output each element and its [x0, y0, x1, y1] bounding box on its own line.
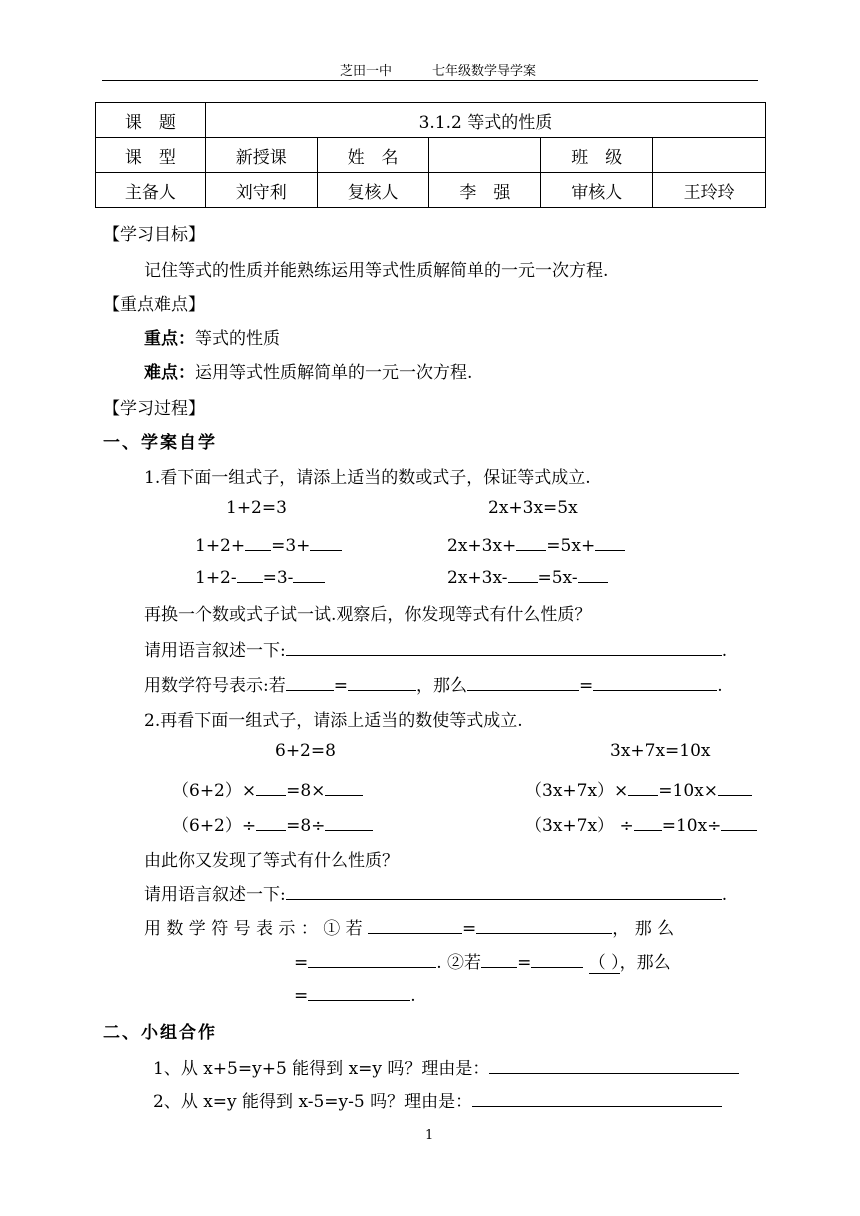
describe-blank[interactable]: [286, 883, 722, 900]
blank-input[interactable]: [286, 674, 334, 691]
reason-blank[interactable]: [489, 1057, 739, 1074]
blank-input[interactable]: [256, 779, 286, 796]
blank-input[interactable]: [721, 814, 757, 831]
describe-blank[interactable]: [286, 639, 722, 656]
blank-input[interactable]: [476, 917, 612, 934]
name-field[interactable]: [429, 138, 541, 173]
objectives-text: 记住等式的性质并能熟练运用等式性质解简单的一元一次方程.: [144, 261, 609, 281]
blank-input[interactable]: [531, 951, 583, 968]
section2-q2: 2、从 x=y 能得到 x-5=y-5 吗？理由是：: [153, 1087, 722, 1112]
blank-input[interactable]: [245, 534, 271, 551]
header-school: 芝田一中: [340, 64, 393, 79]
q2-prompt: 2.再看下面一组式子，请添上适当的数使等式成立.: [144, 711, 523, 731]
blank-input[interactable]: [310, 534, 342, 551]
name-label: 姓 名: [317, 138, 429, 173]
header-rule: [102, 80, 758, 81]
keypoints-heading: 【重点难点】: [103, 295, 205, 315]
section1-title: 一、学案自学: [103, 433, 217, 453]
header-doc-title: 七年级数学导学案: [432, 64, 537, 79]
q1-left-sub: 1+2- =3-: [195, 566, 325, 588]
q2-symbol-line1: 用 数 学 符 号 表 示 ： ① 若 = ， 那 么: [144, 919, 675, 939]
preparer-label: 主备人: [96, 173, 206, 208]
q2-symbol-line2: = . ②若 = （ ），那么: [294, 953, 671, 973]
difficult-label: 难点：: [144, 363, 195, 383]
class-label: 班 级: [541, 138, 653, 173]
key-label: 重点：: [144, 329, 195, 349]
page-number: 1: [425, 1128, 434, 1143]
q2-left-eq: 6+2=8: [275, 741, 336, 761]
class-field[interactable]: [653, 138, 766, 173]
blank-input[interactable]: [308, 984, 410, 1001]
topic-label: 课 题: [96, 103, 206, 138]
blank-input[interactable]: [237, 566, 263, 583]
blank-input[interactable]: [516, 534, 546, 551]
reason-blank[interactable]: [472, 1090, 722, 1107]
difficult-text: 运用等式性质解简单的一元一次方程.: [195, 363, 473, 383]
blank-input[interactable]: [481, 951, 517, 968]
blank-input[interactable]: [348, 674, 416, 691]
blank-input[interactable]: [368, 917, 462, 934]
q2-discover: 由此你又发现了等式有什么性质？: [144, 851, 399, 871]
auditor-label: 审核人: [541, 173, 653, 208]
info-table: [95, 102, 766, 208]
key-text: 等式的性质: [195, 329, 280, 349]
preparer-value: 刘守利: [205, 173, 317, 208]
key-point: [144, 324, 280, 349]
blank-input[interactable]: [467, 674, 579, 691]
topic-value: 3.1.2 等式的性质: [205, 103, 765, 138]
q1-describe: 请用语言叙述一下: .: [144, 641, 728, 661]
type-value: 新授课: [205, 138, 317, 173]
blank-input[interactable]: [308, 951, 436, 968]
paren-blank[interactable]: （ ）: [588, 953, 620, 973]
blank-input[interactable]: [325, 779, 363, 796]
section2-title: 二、小组合作: [103, 1023, 217, 1043]
type-label: 课 型: [96, 138, 206, 173]
q2-describe: 请用语言叙述一下: .: [144, 885, 728, 905]
q2-right-eq: 3x+7x=10x: [610, 741, 711, 761]
q2-right-mul: （3x+7x）× =10x×: [525, 776, 752, 801]
blank-input[interactable]: [628, 779, 658, 796]
q1-right-add: 2x+3x+ =5x+: [447, 534, 625, 556]
q2-left-div: （6+2）÷ =8÷: [172, 811, 373, 836]
blank-input[interactable]: [593, 674, 717, 691]
section2-q1: 1、从 x+5=y+5 能得到 x=y 吗？理由是：: [153, 1054, 739, 1079]
q2-symbol-line3: = .: [294, 986, 416, 1006]
q1-left-add: 1+2+ =3+: [195, 534, 342, 556]
q1-right-sub: 2x+3x- =5x-: [447, 566, 608, 588]
q1-try: 再换一个数或式子试一试.观察后，你发现等式有什么性质？: [144, 605, 592, 625]
blank-input[interactable]: [718, 779, 752, 796]
q2-left-mul: （6+2）× =8×: [172, 776, 363, 801]
difficult-point: [144, 358, 472, 383]
objectives-heading: 【学习目标】: [103, 225, 205, 245]
blank-input[interactable]: [256, 814, 286, 831]
blank-input[interactable]: [595, 534, 625, 551]
q1-right-eq: 2x+3x=5x: [488, 498, 578, 518]
blank-input[interactable]: [578, 566, 608, 583]
reviewer-value: 李 强: [429, 173, 541, 208]
blank-input[interactable]: [634, 814, 662, 831]
q1-prompt: 1.看下面一组式子，请添上适当的数或式子，保证等式成立.: [144, 468, 591, 488]
q1-left-eq: 1+2=3: [226, 498, 287, 518]
auditor-value: 王玲玲: [653, 173, 766, 208]
process-heading: 【学习过程】: [103, 399, 205, 419]
q2-right-div: （3x+7x） ÷ =10x÷: [525, 811, 757, 836]
blank-input[interactable]: [325, 814, 373, 831]
blank-input[interactable]: [508, 566, 538, 583]
reviewer-label: 复核人: [317, 173, 429, 208]
q1-symbol: 用数学符号表示:若 = ，那么 = .: [144, 676, 723, 696]
blank-input[interactable]: [293, 566, 325, 583]
